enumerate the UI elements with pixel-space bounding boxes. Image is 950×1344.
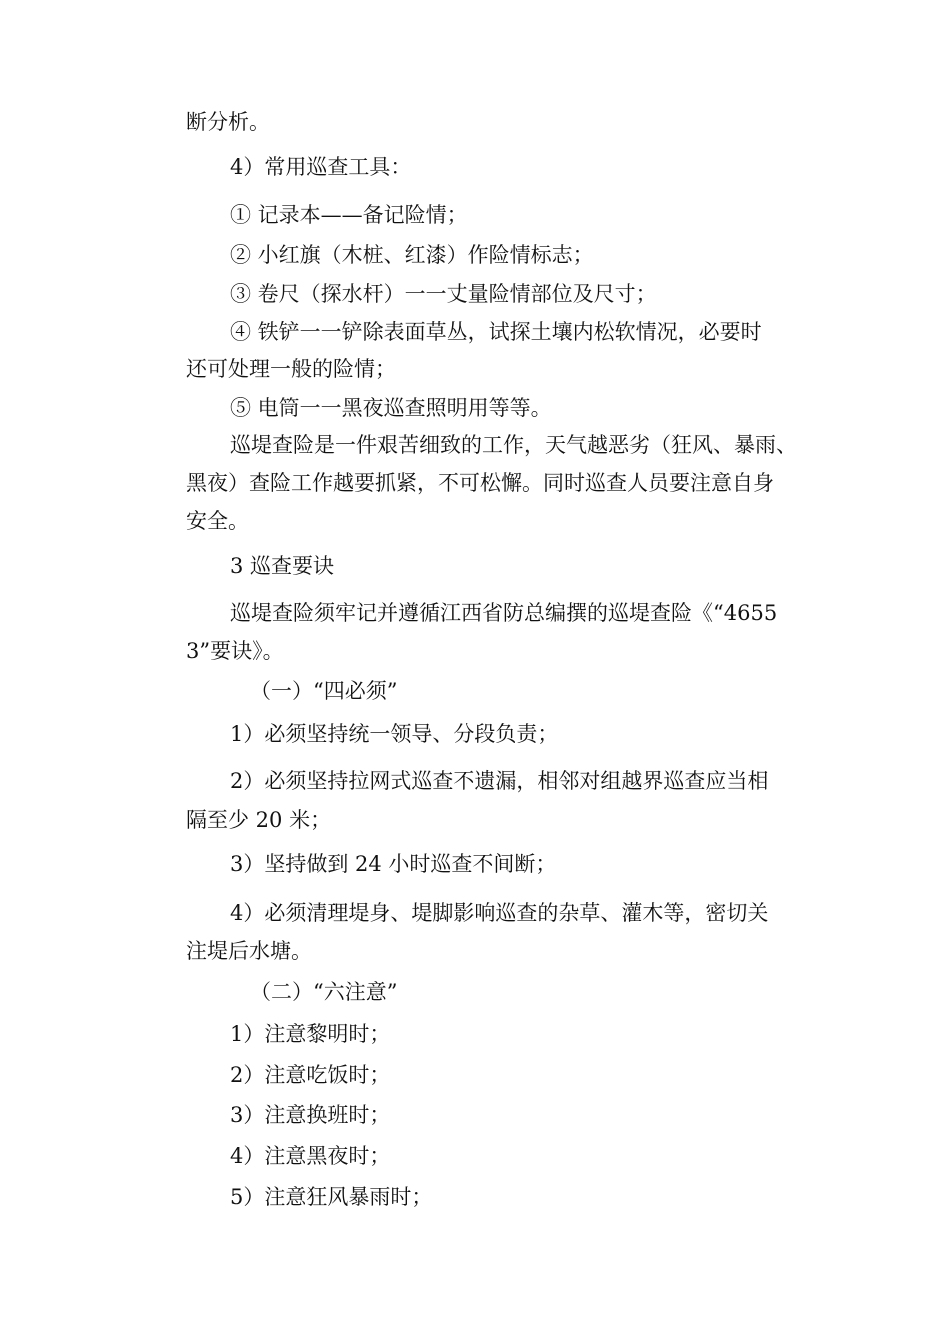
- list-item: 2）注意吃饭时；: [230, 1063, 391, 1087]
- list-item: ③ 卷尺（探水杆）一一丈量险情部位及尺寸；: [230, 282, 657, 306]
- list-item: ④ 铁铲一一铲除表面草丛，试探土壤内松软情况，必要时: [230, 320, 762, 344]
- list-item: ⑤ 电筒一一黑夜巡查照明用等等。: [230, 396, 552, 420]
- text-line: 隔至少 20 米；: [186, 808, 332, 832]
- list-item: 3）坚持做到 24 小时巡查不间断；: [230, 852, 557, 876]
- subsection-heading: （二）“六注意”: [250, 980, 398, 1004]
- text-line: 黑夜）查险工作越要抓紧，不可松懈。同时巡查人员要注意自身: [186, 471, 774, 495]
- list-item: 5）注意狂风暴雨时；: [230, 1185, 433, 1209]
- text-line: 还可处理一般的险情；: [186, 357, 396, 381]
- list-item: ② 小红旗（木桩、红漆）作险情标志；: [230, 243, 594, 267]
- list-item: 3）注意换班时；: [230, 1103, 391, 1127]
- list-item: 1）注意黎明时；: [230, 1022, 391, 1046]
- text-line: 注堤后水塘。: [186, 939, 312, 963]
- text-line: 巡堤查险是一件艰苦细致的工作，天气越恶劣（狂风、暴雨、: [230, 433, 797, 457]
- text-line: 3”要诀》。: [186, 639, 284, 663]
- subsection-heading: （一）“四必须”: [250, 679, 398, 703]
- list-item: 2）必须坚持拉网式巡查不遗漏，相邻对组越界巡查应当相: [230, 769, 769, 793]
- list-item: ① 记录本——备记险情；: [230, 203, 468, 227]
- text-line: 巡堤查险须牢记并遵循江西省防总编撰的巡堤查险《“4655: [230, 601, 778, 625]
- list-item: 4）注意黑夜时；: [230, 1144, 391, 1168]
- text-line: 4）常用巡查工具：: [230, 155, 412, 179]
- text-line: 断分析。: [186, 110, 270, 134]
- list-item: 1）必须坚持统一领导、分段负责；: [230, 722, 559, 746]
- text-line: 安全。: [186, 509, 249, 533]
- list-item: 4）必须清理堤身、堤脚影响巡查的杂草、灌木等，密切关: [230, 901, 769, 925]
- section-heading: 3 巡查要诀: [230, 554, 335, 578]
